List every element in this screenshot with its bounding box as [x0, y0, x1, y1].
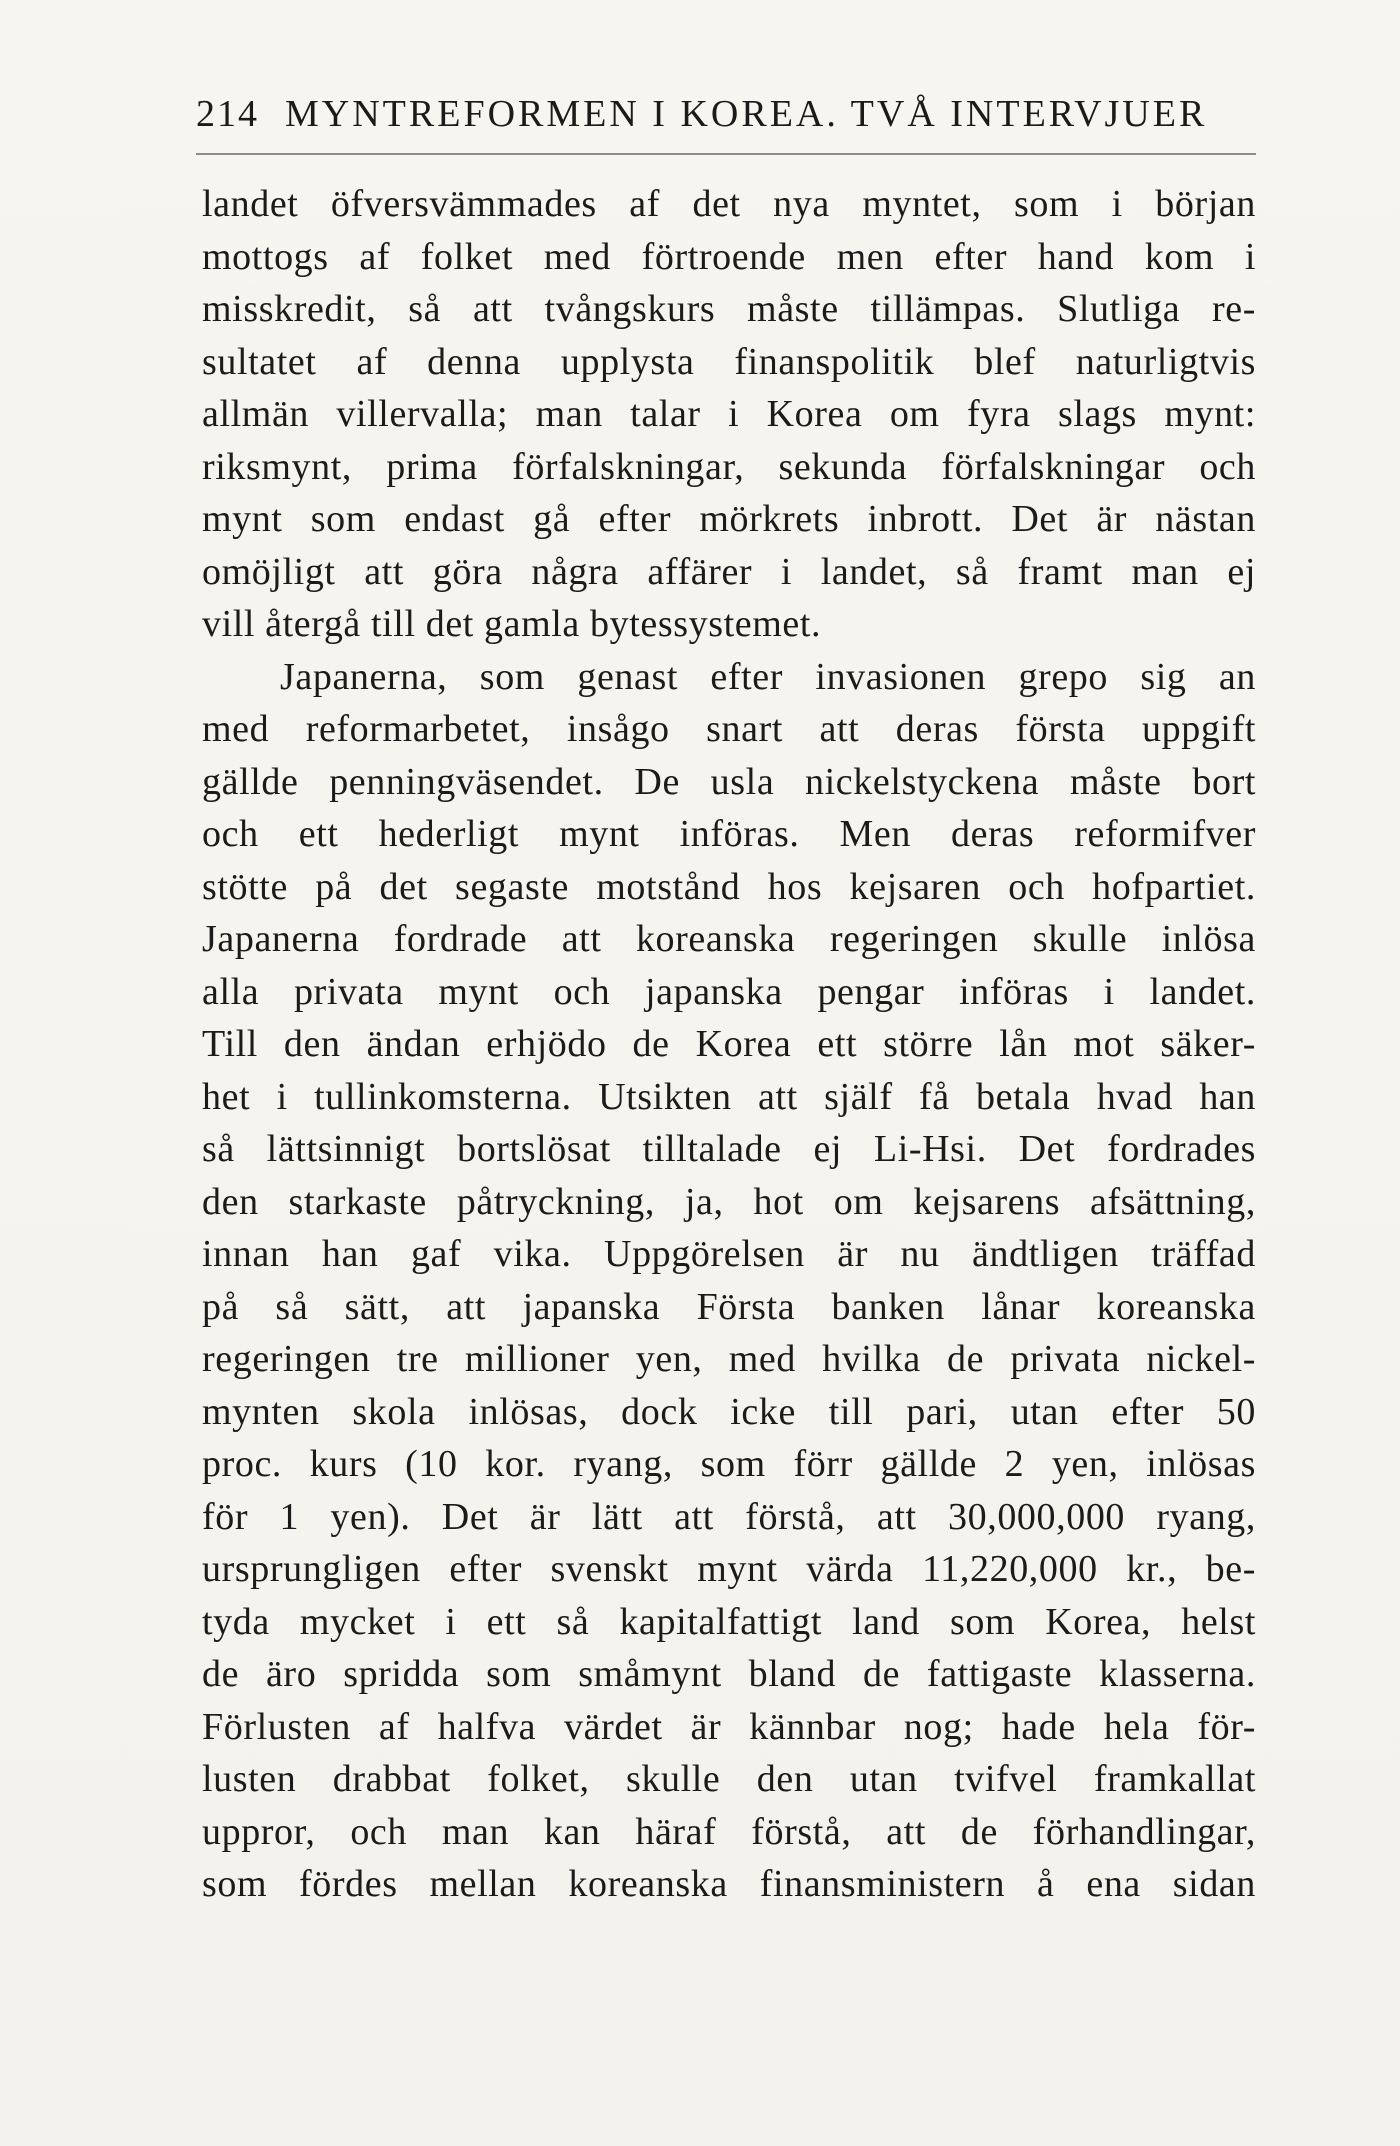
text-line: som fördes mellan koreanska finansministern å ena sidan	[202, 1863, 1256, 1905]
text-line: lusten drabbat folket, skulle den utan tvifvel framkallat	[202, 1758, 1256, 1800]
page-number: 214	[196, 93, 259, 135]
text-line: Förlusten af halfva värdet är kännbar nog; hade hela för-	[202, 1705, 1256, 1748]
text-line: misskredit, så att tvångskurs måste tillämpas. Slutliga re-	[202, 288, 1256, 330]
text-line: stötte på det segaste motstånd hos kejsaren och hofpartiet.	[202, 865, 1256, 908]
text-line: uppror, och man kan häraf förstå, att de förhandlingar,	[202, 1810, 1256, 1853]
text-line: på så sätt, att japanska Första banken lånar koreanska	[202, 1285, 1256, 1328]
running-title: MYNTREFORMEN I KOREA. TVÅ INTERVJUER	[285, 93, 1208, 135]
text-line-paragraph-start: Japanerna, som genast efter invasionen grepo sig an	[280, 655, 1256, 698]
text-line: landet öfversvämmades af det nya myntet, som i början	[202, 183, 1256, 225]
text-line: allmän villervalla; man talar i Korea om fyra slags mynt:	[202, 393, 1256, 435]
text-line: och ett hederligt mynt införas. Men deras reformifver	[202, 813, 1256, 855]
text-line: den starkaste påtryckning, ja, hot om kejsarens afsättning,	[202, 1180, 1256, 1223]
text-line: proc. kurs (10 kor. ryang, som förr gällde 2 yen, inlösas	[202, 1443, 1256, 1485]
text-line: ursprungligen efter svenskt mynt värda 11,220,000 kr., be-	[202, 1548, 1256, 1590]
text-line: innan han gaf vika. Uppgörelsen är nu ändtligen träffad	[202, 1233, 1256, 1275]
text-line: regeringen tre millioner yen, med hvilka de privata nickel-	[202, 1338, 1256, 1380]
text-line: omöjligt att göra några affärer i landet, så framt man ej	[202, 550, 1256, 593]
text-line: med reformarbetet, insågo snart att deras första uppgift	[202, 708, 1256, 750]
text-line: sultatet af denna upplysta finanspolitik blef naturligtvis	[202, 340, 1256, 383]
header-rule	[196, 153, 1256, 155]
text-line: Japanerna fordrade att koreanska regeringen skulle inlösa	[202, 918, 1256, 960]
text-line: mynten skola inlösas, dock icke till pari, utan efter 50	[202, 1390, 1256, 1433]
text-line: het i tullinkomsterna. Utsikten att själf få betala hvad han	[202, 1075, 1256, 1118]
body-text	[202, 178, 1256, 1911]
text-line-paragraph-end: vill återgå till det gamla bytessystemet.	[202, 603, 822, 645]
text-line: mynt som endast gå efter mörkrets inbrott. Det är nästan	[202, 498, 1256, 540]
text-line: så lättsinnigt bortslösat tilltalade ej Li-Hsi. Det fordrades	[202, 1128, 1256, 1170]
text-line: tyda mycket i ett så kapitalfattigt land som Korea, helst	[202, 1600, 1256, 1643]
text-line: för 1 yen). Det är lätt att förstå, att 30,000,000 ryang,	[202, 1495, 1256, 1538]
text-line: riksmynt, prima förfalskningar, sekunda förfalskningar och	[202, 445, 1256, 488]
text-line: Till den ändan erhjödo de Korea ett större lån mot säker-	[202, 1023, 1256, 1065]
running-head	[196, 92, 1256, 152]
text-line: mottogs af folket med förtroende men efter hand kom i	[202, 235, 1256, 278]
text-line: alla privata mynt och japanska pengar införas i landet.	[202, 970, 1256, 1013]
text-line: de äro spridda som småmynt bland de fattigaste klasserna.	[202, 1653, 1256, 1695]
text-line: gällde penningväsendet. De usla nickelstyckena måste bort	[202, 760, 1256, 803]
